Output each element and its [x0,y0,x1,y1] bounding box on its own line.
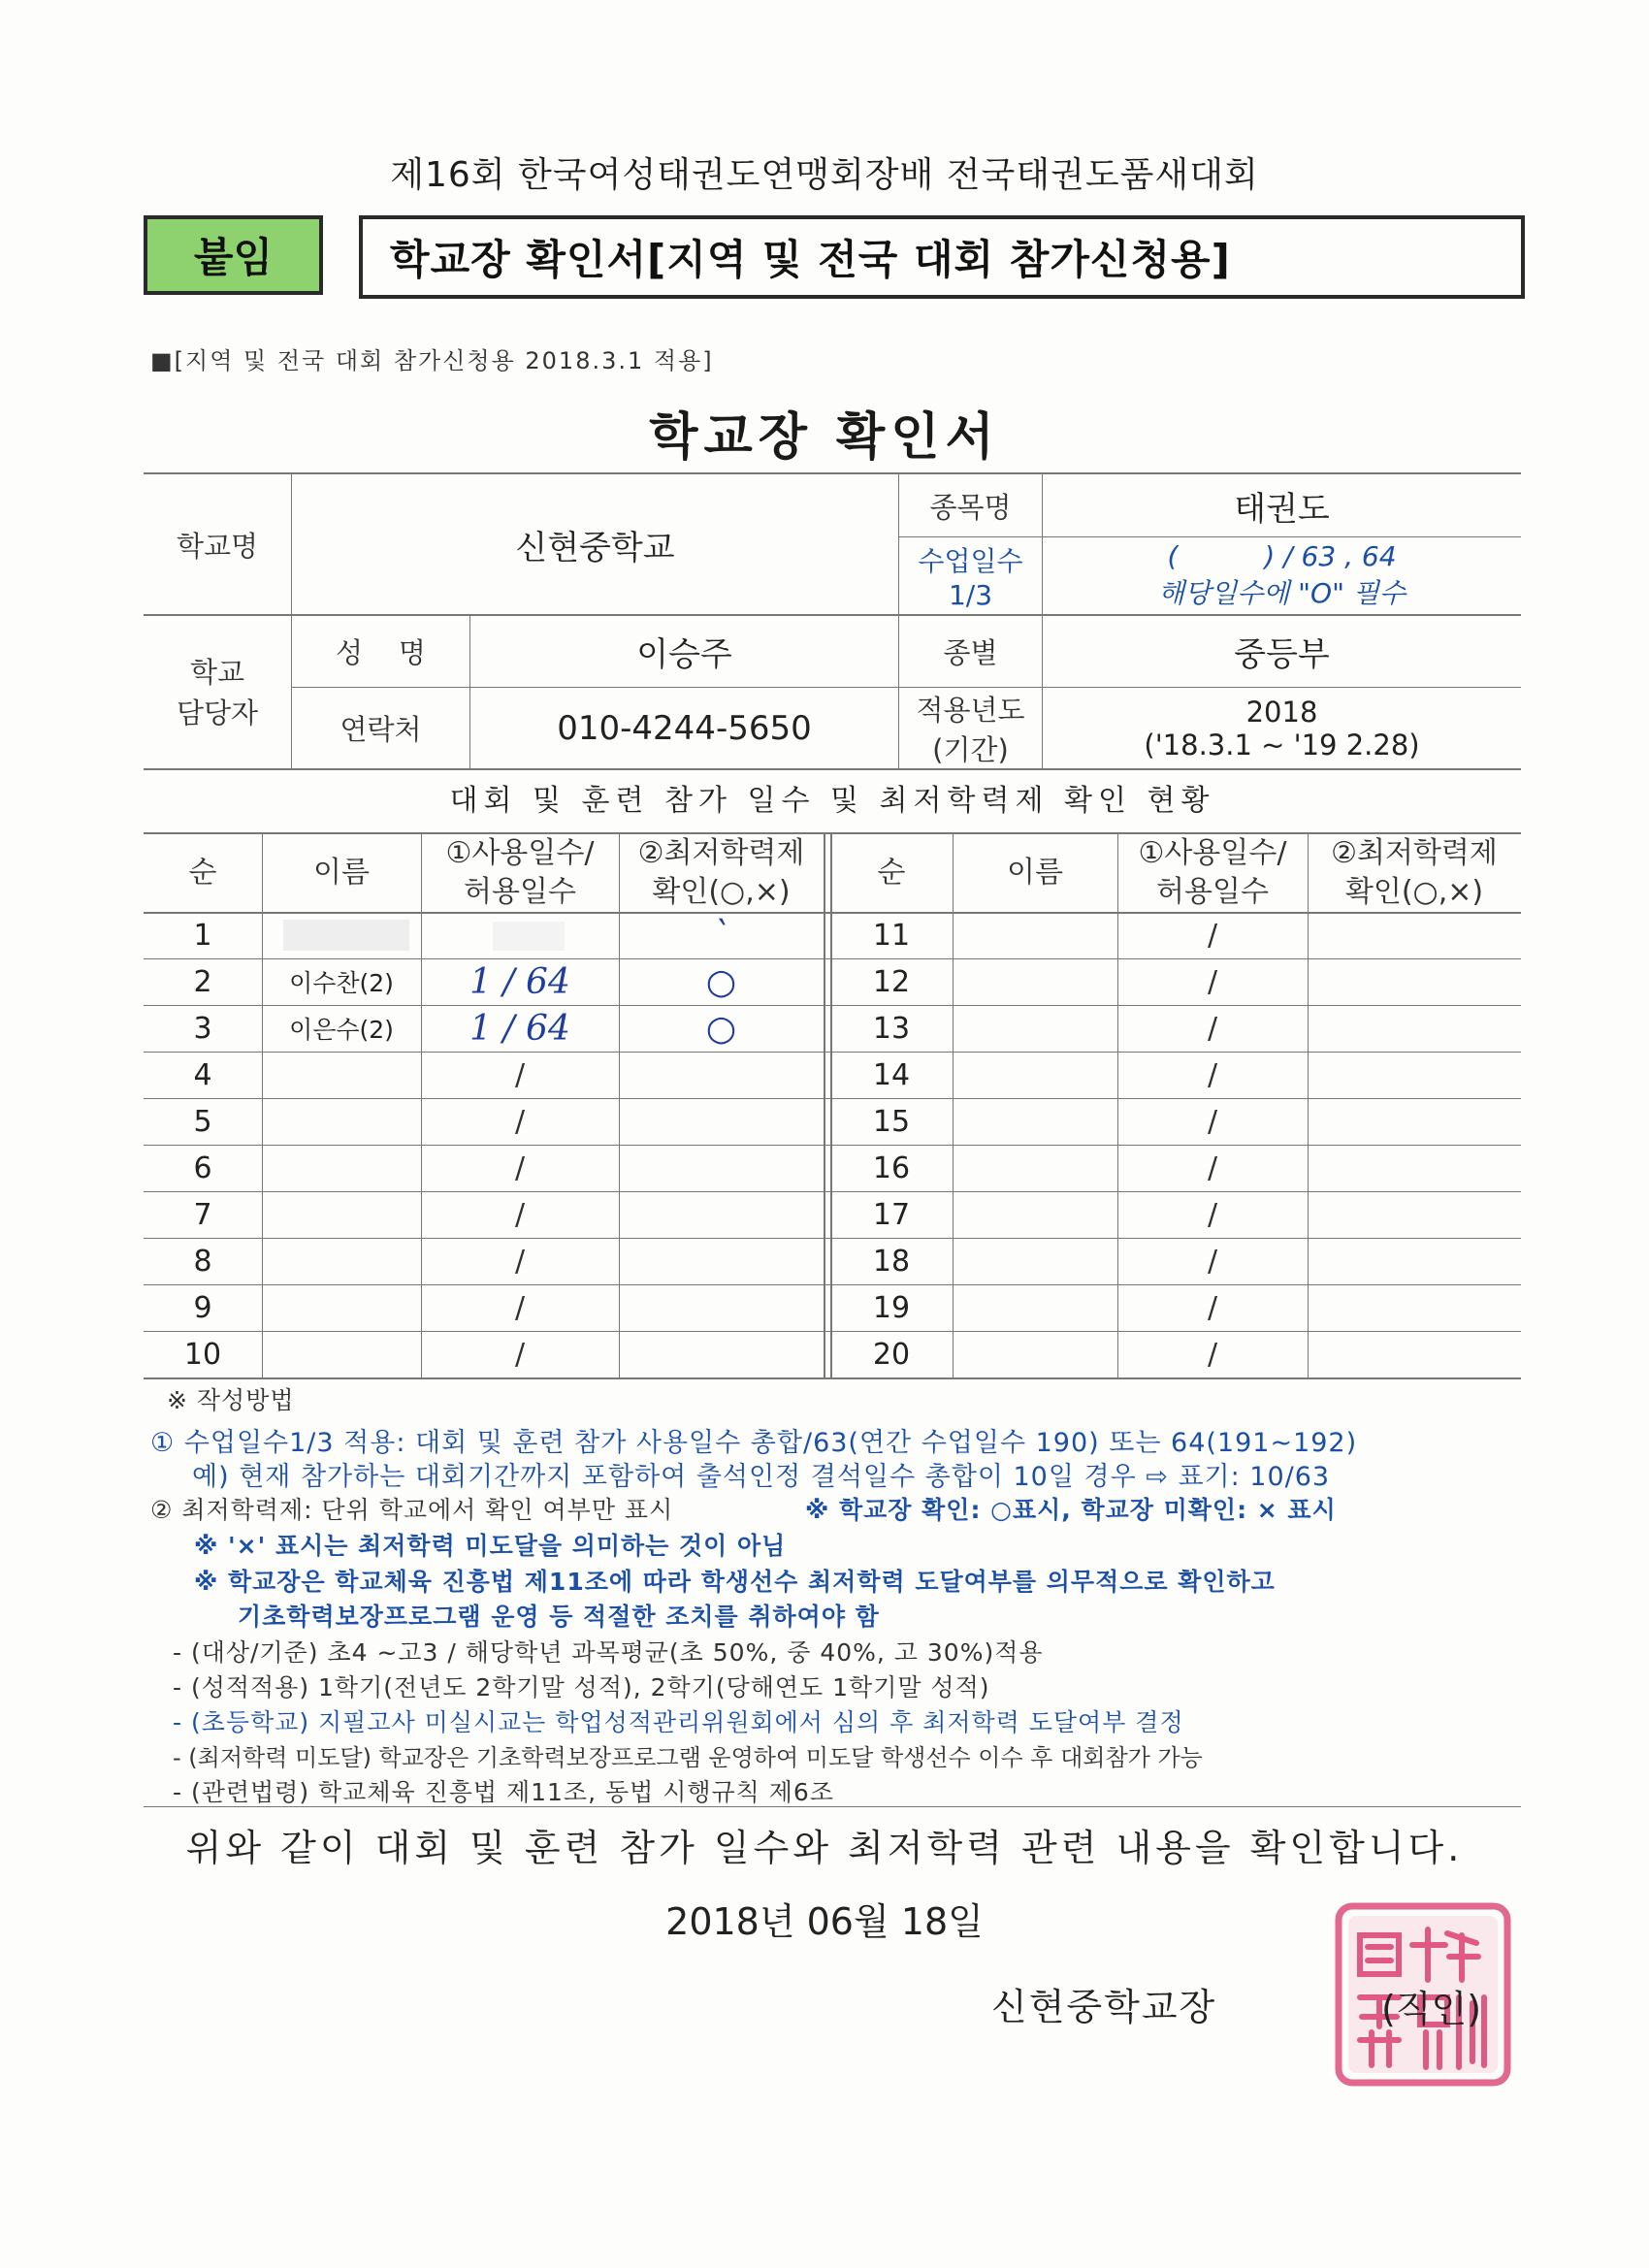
instruction-line-5: ※ 학교장은 학교체육 진흥법 제11조에 따라 학생선수 최저학력 도달여부를 의무적으로 확인하고 [194,1568,1276,1596]
used-days: / [1207,1290,1218,1325]
phone-value: 010-4244-5650 [557,708,812,748]
instructions-rule [144,1806,1521,1807]
academic-check [619,1284,824,1331]
used-days: / [1207,1150,1218,1185]
roster-rule [421,832,422,1377]
contact-label-line1: 학교 [189,655,245,689]
year-label: 적용년도 [916,693,1025,727]
roster-rule [1308,832,1309,1377]
used-days: / [1207,918,1218,953]
row-number: 15 [872,1104,911,1139]
roster-rule [953,832,954,1377]
roster-rule [144,1377,1521,1379]
year-value: 2018 [1245,695,1318,729]
applied-note: ■[지역 및 전국 대회 참가신청용 2018.3.1 적용] [150,347,714,374]
col-days-line1: ①사용일수/ [445,836,595,870]
form-title: 학교장 확인서 [649,408,1000,467]
instruction-line-3b: ※ 학교장 확인: ○표시, 학교장 미확인: × 표시 [805,1496,1337,1524]
student-name: 이수찬(2) [289,969,394,997]
instruction-line-4: ※ '×' 표시는 최저학력 미도달을 의미하는 것이 아님 [194,1532,787,1560]
event-label: 종목명 [929,490,1012,524]
col-no-header: 순 [188,856,217,890]
roster-rule [144,1098,1521,1099]
col-name-header: 이름 [313,856,370,890]
used-days: / [514,1337,526,1372]
academic-check [619,1052,824,1098]
used-days: / [514,1150,526,1185]
row-number: 12 [872,964,911,999]
col-check-line2-right: 확인(○,×) [1344,875,1484,909]
row-number: 9 [193,1290,212,1325]
used-days: / [1207,1244,1218,1279]
year-value-cell [1043,688,1521,768]
used-days: / [514,1197,526,1232]
student-name [262,1052,421,1098]
col-no-header-right: 순 [877,856,906,890]
col-days-header-right [1117,834,1308,912]
roster-rule [144,1005,1521,1006]
used-days: / [1207,1197,1218,1232]
instruction-line-10: - (최저학력 미도달) 학교장은 기초학력보장프로그램 운영하여 미도달 학생선수 이수 후 대회참가 가능 [173,1744,1203,1771]
academic-check [619,1238,824,1284]
used-days: / [514,1104,526,1139]
student-name [262,1145,421,1191]
row-number: 2 [193,964,212,999]
row-number: 10 [183,1337,222,1372]
class-days-label: 수업일수 [918,545,1023,577]
student-name [262,1238,421,1284]
class-days-sub: 1/3 [948,579,993,611]
col-check-line1-right: ②최저학력제 [1331,836,1498,870]
roster-rule [262,832,263,1377]
used-days: / [514,1290,526,1325]
phone-label: 연락처 [340,713,422,746]
roster-rule [144,1238,1521,1239]
used-days: 1 / 64 [469,961,570,1002]
row-number: 8 [193,1244,212,1279]
roster-rule [1117,832,1118,1377]
row-number: 1 [193,918,212,953]
instruction-line-6: 기초학력보장프로그램 운영 등 적절한 조치를 취하여야 함 [238,1603,880,1631]
principal-title: 신현중학교장 [991,1986,1217,2028]
roster-rule [824,832,825,1377]
roster-rule [144,958,1521,959]
instruction-line-1: ① 수업일수1/3 적용: 대회 및 훈련 참가 사용일수 총합/63(연간 수업일수 190) 또는 64(191~192) [150,1428,1358,1458]
col-check-header-right [1308,834,1521,912]
academic-check: ` [712,915,730,956]
school-label: 학교명 [176,529,259,563]
academic-check [619,1145,824,1191]
used-days: / [514,1057,526,1092]
used-days: / [514,1244,526,1279]
roster-rule [144,1191,1521,1192]
attachment-badge [144,215,323,295]
competition-heading: 제16회 한국여성태권도연맹회장배 전국태권도품새대회 [390,155,1259,195]
instruction-line-9: - (초등학교) 지필고사 미실시교는 학업성적관리위원회에서 심의 후 최저학력 도달여부 결정 [173,1708,1184,1736]
academic-check [619,1098,824,1145]
used-days: / [1207,1337,1218,1372]
col-days-header [421,834,619,912]
col-check-line1: ②최저학력제 [637,836,805,870]
student-name [262,1098,421,1145]
instruction-line-11: - (관련법령) 학교체육 진흥법 제11조, 동법 시행규칙 제6조 [173,1778,834,1806]
instruction-line-8: - (성적적용) 1학기(전년도 2학기말 성적), 2학기(당해연도 1학기말 성적) [173,1673,990,1701]
document-title: 학교장 확인서[지역 및 전국 대회 참가신청용] [390,236,1231,283]
roster-rule [144,1145,1521,1146]
attachment-label: 붙임 [193,234,274,281]
student-name: 이은수(2) [289,1016,394,1044]
col-days-line1-right: ①사용일수/ [1138,836,1287,870]
class-days-value: ( ) / 63 , 64 [1167,540,1397,572]
row-number: 17 [872,1197,911,1232]
student-name [262,1284,421,1331]
document-title-box [359,215,1525,299]
row-number: 13 [872,1011,911,1046]
instruction-line-2: 예) 현재 참가하는 대회기간까지 포함하여 출석인정 결석일수 총합이 10일 경우 ⇨ 표기: 10/63 [192,1462,1331,1492]
school-value: 신현중학교 [515,528,675,567]
year-sub: (기간) [932,732,1009,766]
confirmation-date: 2018년 06월 18일 [665,1900,984,1943]
year-label-cell [899,688,1042,768]
used-days: / [1207,1104,1218,1139]
col-days-line2-right: 허용일수 [1156,875,1269,909]
col-check-header [619,834,824,912]
class-days-note: 해당일수에 "O" 필수 [1158,577,1406,609]
name-label: 성 명 [336,636,426,669]
col-name-header-right: 이름 [1007,856,1063,890]
col-days-line2: 허용일수 [464,875,576,909]
row-number: 7 [193,1197,212,1232]
row-number: 11 [872,918,911,953]
division-label: 종별 [943,636,998,669]
event-value: 태권도 [1234,489,1330,529]
roster-rule [144,1331,1521,1332]
seal-label: (직인) [1381,1988,1482,2030]
used-days: / [1207,1057,1218,1092]
redacted-days-block [493,922,565,951]
instruction-line-7: - (대상/기준) 초4 ~고3 / 해당학년 과목평균(초 50%, 중 40%, 고 30%)적용 [173,1638,1044,1667]
student-name [262,1191,421,1238]
contact-label-line2: 담당자 [176,696,259,729]
used-days: / [1207,964,1218,999]
row-number: 3 [193,1011,212,1046]
class-days-value-cell [1043,537,1521,614]
academic-check [619,1331,824,1377]
row-number: 19 [872,1290,911,1325]
roster-rule [830,832,832,1377]
row-number: 5 [193,1104,212,1139]
instructions-heading: ※ 작성방법 [167,1386,295,1414]
row-number: 6 [193,1150,212,1185]
confirmation-statement: 위와 같이 대회 및 훈련 참가 일수와 최저학력 관련 내용을 확인합니다. [185,1827,1464,1869]
used-days: / [1207,1011,1218,1046]
roster-rule [144,832,1521,834]
class-days-label-cell [899,537,1042,614]
row-number: 18 [872,1244,911,1279]
academic-check [619,1191,824,1238]
row-number: 4 [193,1057,212,1092]
year-period: ('18.3.1 ~ '19 2.28) [1144,728,1420,761]
col-check-line2: 확인(○,×) [652,875,791,909]
roster-rule [144,1284,1521,1285]
academic-check: ○ [705,1008,737,1049]
division-value: 중등부 [1234,635,1330,674]
contact-label-cell [144,616,291,768]
roster-rule [144,1052,1521,1053]
row-number: 20 [872,1337,911,1372]
academic-check: ○ [705,961,737,1002]
redacted-name-block [283,920,409,951]
roster-rule [619,832,620,1377]
instruction-line-3a: ② 최저학력제: 단위 학교에서 확인 여부만 표시 [150,1496,674,1524]
info-rule [144,768,1521,770]
used-days: 1 / 64 [469,1008,570,1049]
row-number: 16 [872,1150,911,1185]
roster-title: 대회 및 훈련 참가 일수 및 최저학력제 확인 현황 [449,784,1215,818]
row-number: 14 [872,1057,911,1092]
roster-rule [144,912,1521,914]
student-name [262,1331,421,1377]
manager-name-value: 이승주 [636,635,732,674]
